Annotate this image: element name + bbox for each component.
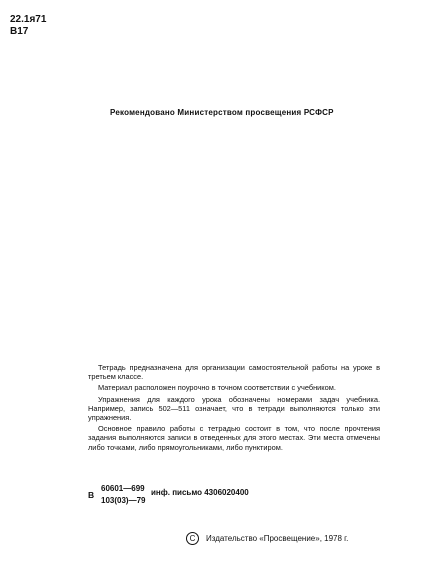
bbk-index: В17 [10,26,29,37]
catalog-code-denominator: 103(03)—79 [101,496,146,505]
udc-classification [10,14,46,38]
annotation-paragraph-3: Упражнения для каждого урока обозначены номерами задач учебника. Например, запись 502—511 означает, что в тетради выполняются только эти упражнения. [88,394,380,423]
udc-index: 22.1я71 [10,14,47,25]
ministry-recommendation: Рекомендовано Министерством просвещения РСФСР [110,108,334,117]
annotation-block [88,363,380,454]
annotation-paragraph-1: Тетрадь предназначена для организации самостоятельной работы на уроке в третьем классе. [88,363,380,382]
publisher-text: Издательство «Просвещение», 1978 г. [206,534,349,543]
catalog-code-info: инф. письмо 4306020400 [151,488,249,497]
annotation-paragraph-4: Основное правило работы с тетрадью состоит в том, что после прочтения задания выполняются записи в отведенных для этого местах. Эти места отмечены либо точками, либо прямоугольниками, либо пунктиром. [88,424,380,452]
publisher-line [186,532,348,545]
catalog-code-letter: В [88,490,95,500]
annotation-paragraph-2: Материал расположен поурочно в точном соответствии с учебником. [98,383,336,393]
catalog-code [88,484,288,514]
catalog-code-numerator: 60601—699 [101,484,145,493]
copyright-icon: C [186,532,199,545]
